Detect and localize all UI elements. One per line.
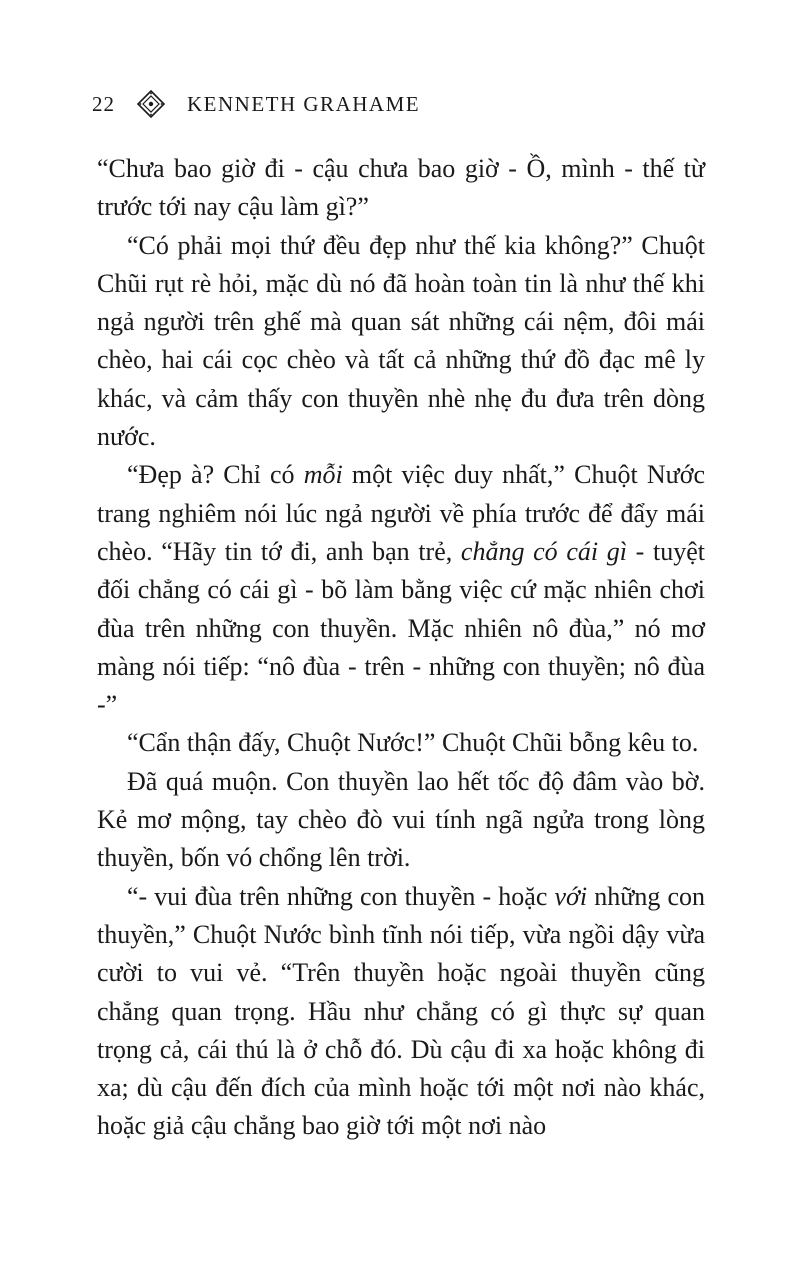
paragraph-text: “Có phải mọi thứ đều đẹp như thế kia không?” Chuột Chũi rụt rè hỏi, mặc dù nó đã hoàn toàn tin là như thế khi ngả người trên ghế mà quan sát những cái nệm, đôi mái chèo, hai cái cọc chèo và tất cả những thứ đồ đạc mê ly khác, và cảm thấy con thuyền nhè nhẹ đu đưa trên dòng nước. xyxy=(97,230,705,452)
paragraph-p5 xyxy=(97,763,705,878)
page-header xyxy=(92,90,420,118)
paragraph-p3 xyxy=(97,456,705,724)
paragraph-text: “Đẹp à? Chỉ có xyxy=(127,460,304,490)
emphasis-text: mỗi xyxy=(303,460,343,490)
body-text xyxy=(97,150,705,1146)
diamond-ornament-icon xyxy=(137,90,165,118)
running-head: KENNETH GRAHAME xyxy=(187,91,421,116)
paragraph-p1 xyxy=(97,150,705,227)
emphasis-text: chẳng có cái gì xyxy=(460,536,627,566)
paragraph-p6 xyxy=(97,878,705,1146)
emphasis-text: với xyxy=(554,881,588,911)
paragraph-text: “Cẩn thận đấy, Chuột Nước!” Chuột Chũi bỗng kêu to. xyxy=(127,728,699,758)
paragraph-p4 xyxy=(97,724,705,762)
paragraph-text: Đã quá muộn. Con thuyền lao hết tốc độ đâm vào bờ. Kẻ mơ mộng, tay chèo đò vui tính ngã ngửa trong lòng thuyền, bốn vó chổng lên trời. xyxy=(97,766,705,873)
paragraph-text: - tuyệt đối chẳng có cái gì - bõ làm bằng việc cứ mặc nhiên chơi đùa trên những con thuyền. Mặc nhiên nô đùa,” nó mơ màng nói tiếp: “nô đùa - trên - những con thuyền; nô đùa -” xyxy=(97,536,705,720)
page-number: 22 xyxy=(92,91,115,116)
paragraph-text: một việc duy nhất,” Chuột Nước trang nghiêm nói lúc ngả người về phía trước để đẩy mái chèo. “Hãy tin tớ đi, anh bạn trẻ, xyxy=(97,460,705,566)
paragraph-text: “- vui đùa trên những con thuyền - hoặc xyxy=(127,881,555,911)
paragraph-p2 xyxy=(97,227,705,457)
paragraph-text: “Chưa bao giờ đi - cậu chưa bao giờ - Ồ, mình - thế từ trước tới nay cậu làm gì?” xyxy=(97,154,705,222)
paragraph-text: những con thuyền,” Chuột Nước bình tĩnh nói tiếp, vừa ngồi dậy vừa cười to vui vẻ. “Trên thuyền hoặc ngoài thuyền cũng chẳng quan trọng. Hầu như chẳng có gì thực sự quan trọng cả, cái thú là ở chỗ đó. Dù cậu đi xa hoặc không đi xa; dù cậu đến đích của mình hoặc tới một nơi nào khác, hoặc giả cậu chẳng bao giờ tới một nơi nào xyxy=(97,881,705,1141)
